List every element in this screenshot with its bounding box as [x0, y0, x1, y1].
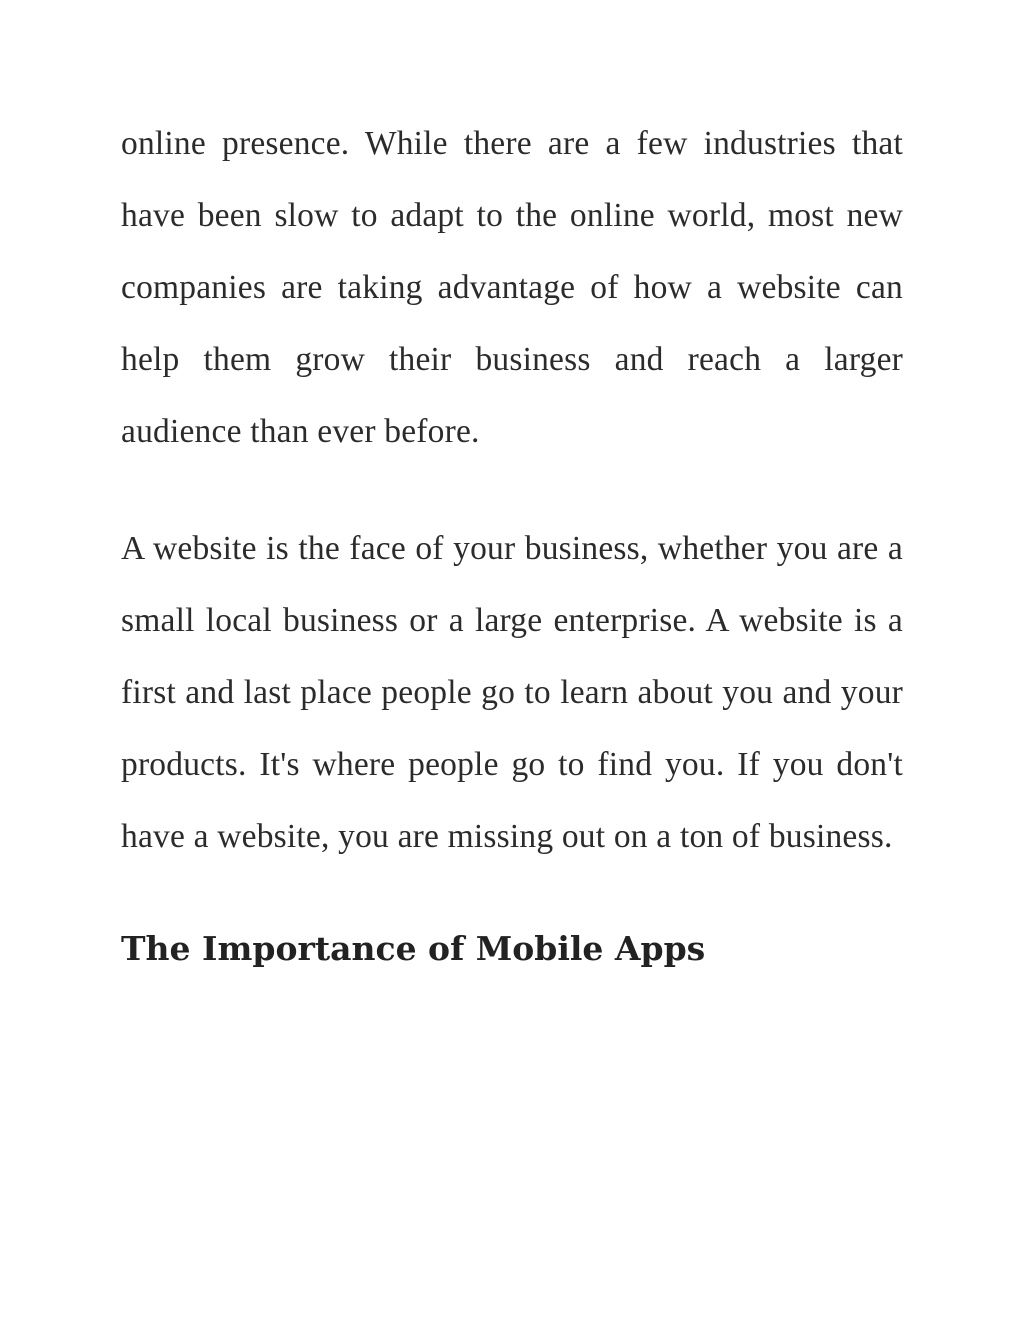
document-page [121, 108, 903, 985]
section-heading: The Importance of Mobile Apps [121, 929, 706, 968]
body-paragraph-2: A website is the face of your business, whether you are a small local business or a large enterprise. A website is a first and last place people go to learn about you and your products. It's where people go to find you. If you don't have a website, you are missing out on a ton of business. [121, 530, 903, 855]
body-paragraph-1: online presence. While there are a few industries that have been slow to adapt to the online world, most new companies are taking advantage of how a website can help them grow their business and reach a larger audience than ever before. [121, 125, 903, 450]
